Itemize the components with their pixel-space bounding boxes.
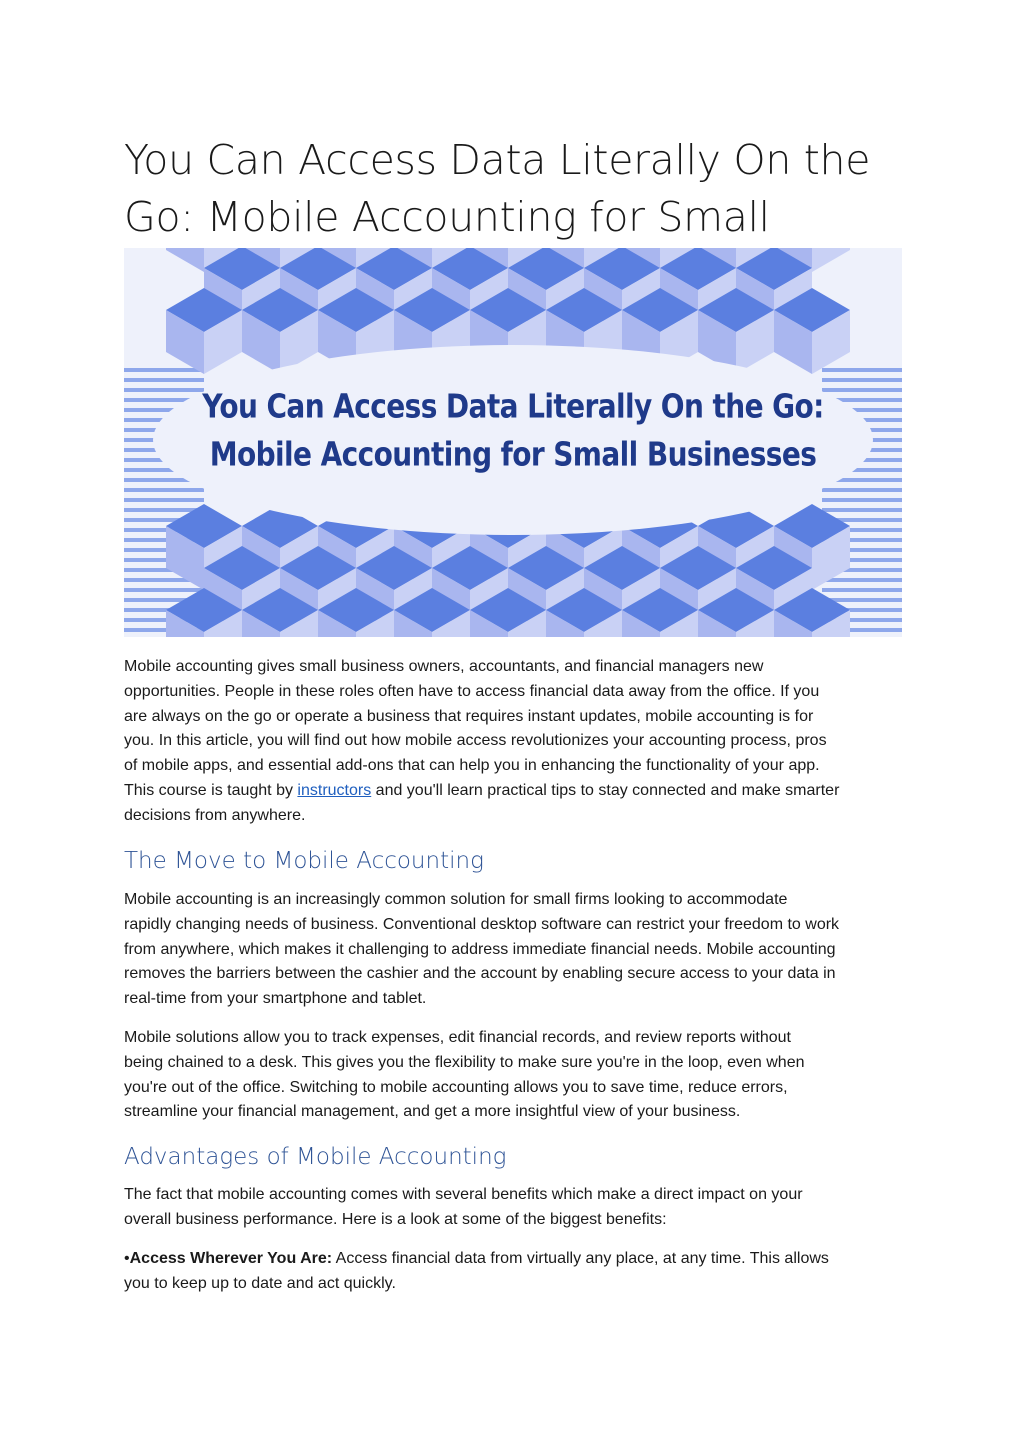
stripe-left: [124, 488, 204, 492]
s1p1-line-4: removes the barriers between the cashier and the account by enabling secure access to your data in: [124, 965, 836, 983]
stripe-left: [124, 498, 204, 502]
title-line-2: Go: Mobile Accounting for Small: [124, 193, 770, 241]
s1p1-line-1: Mobile accounting is an increasingly common solution for small firms looking to accommodate: [124, 891, 788, 908]
stripe-right: [822, 368, 902, 372]
bullet-1-line-2: you to keep up to date and act quickly.: [124, 1274, 396, 1292]
s1p2-line-1: Mobile solutions allow you to track expenses, edit financial records, and review reports without: [124, 1029, 791, 1046]
section1-paragraph-2: [124, 1026, 906, 1125]
intro-line-6: [124, 779, 906, 804]
stripe-left: [124, 368, 204, 372]
intro-line-6-before: This course is taught by: [124, 781, 298, 799]
section-heading-move-to-mobile: The Move to Mobile Accounting: [124, 848, 484, 874]
s1p2-line-2: being chained to a desk. This gives you the flexibility to make sure you're in the loop, even when: [124, 1053, 805, 1071]
stripe-right: [822, 588, 902, 592]
s1p1-line-2: rapidly changing needs of business. Conventional desktop software can restrict your freedom to work: [124, 915, 840, 933]
s1p2-line-4: streamline your financial management, and get a more insightful view of your business.: [124, 1103, 741, 1121]
stripe-left: [124, 588, 204, 592]
intro-line-6-after: and you'll learn practical tips to stay connected and make smarter: [371, 781, 840, 799]
intro-paragraph: [124, 655, 906, 829]
intro-line-7: decisions from anywhere.: [124, 806, 306, 824]
intro-line-2: opportunities. People in these roles often have to access financial data away from the office. If you: [124, 682, 820, 700]
instructors-link[interactable]: instructors: [297, 781, 372, 799]
bullet-marker: •: [124, 1250, 130, 1267]
hero-headline-line-2: Mobile Accounting for Small Businesses: [209, 435, 817, 474]
benefit-bullet-1: [124, 1247, 906, 1297]
s2p1-line-2: overall business performance. Here is a look at some of the biggest benefits:: [124, 1210, 667, 1228]
section1-paragraph-1: [124, 888, 906, 1012]
stripe-left: [124, 378, 204, 382]
stripe-right: [822, 578, 902, 582]
s1p1-line-5: real-time from your smartphone and tablet.: [124, 990, 427, 1008]
intro-line-5: of mobile apps, and essential add-ons that can help you in enhancing the functionality of your app.: [124, 757, 820, 775]
intro-line-4: you. In this article, you will find out how mobile access revolutionizes your accounting process, pros: [124, 732, 827, 750]
bullet-1-label: Access Wherever You Are:: [129, 1250, 333, 1267]
stripe-right: [822, 508, 902, 512]
title-line-1: You Can Access Data Literally On the: [124, 136, 871, 184]
hero-headline-line-1: You Can Access Data Literally On the Go:: [202, 387, 824, 426]
stripe-right: [822, 378, 902, 382]
s1p1-line-3: from anywhere, which makes it challenging to address immediate financial needs. Mobile accounting: [124, 940, 836, 958]
intro-line-3: are always on the go or operate a business that requires instant updates, mobile accounting is for: [124, 707, 814, 725]
section-heading-advantages: Advantages of Mobile Accounting: [124, 1144, 507, 1170]
stripe-right: [822, 488, 902, 492]
document-title: [124, 132, 904, 246]
bullet-1-line-1: [124, 1247, 906, 1272]
s1p2-line-3: you're out of the office. Switching to mobile accounting allows you to save time, reduce errors,: [124, 1078, 788, 1096]
section2-paragraph-1: [124, 1183, 906, 1233]
stripe-right: [822, 498, 902, 502]
hero-banner-image: [124, 248, 902, 637]
bullet-1-text: Access financial data from virtually any place, at any time. This allows: [332, 1250, 829, 1267]
s2p1-line-1: The fact that mobile accounting comes with several benefits which make a direct impact on your: [124, 1186, 803, 1203]
intro-line-1: Mobile accounting gives small business owners, accountants, and financial managers new: [124, 658, 764, 675]
